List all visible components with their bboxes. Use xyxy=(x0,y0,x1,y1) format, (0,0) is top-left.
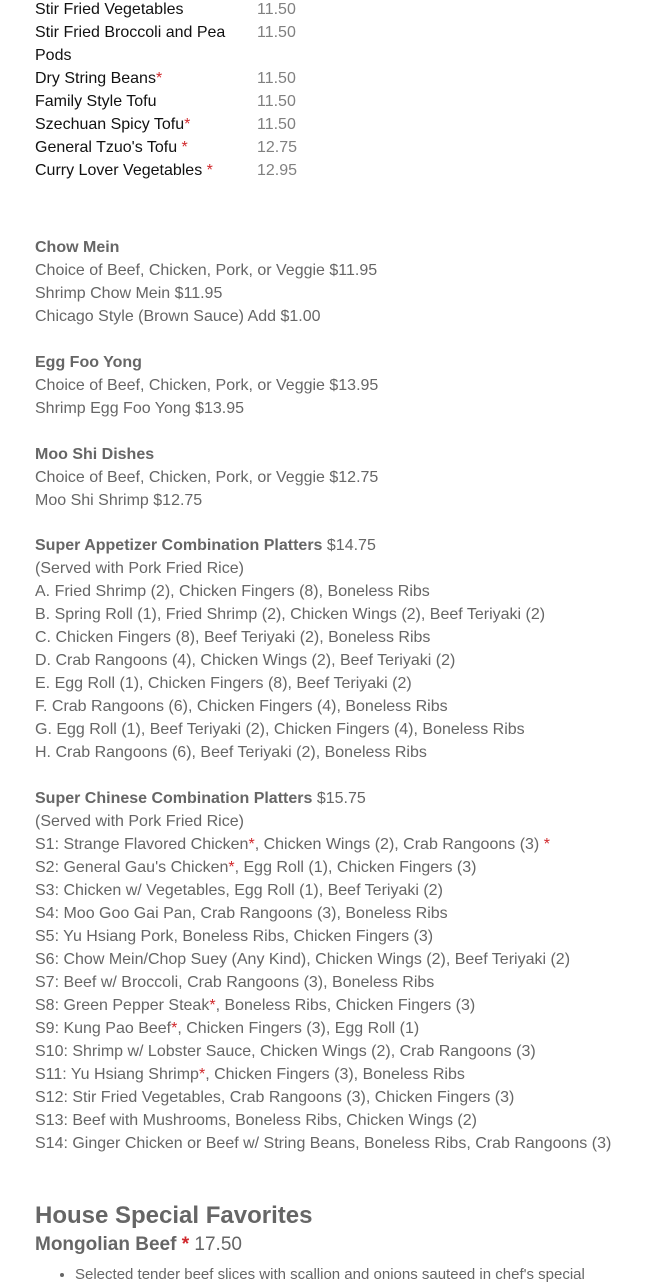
menu-line: Choice of Beef, Chicken, Pork, or Veggie $12.75 xyxy=(35,469,379,486)
dish-description-list xyxy=(35,1264,635,1286)
menu-line: Moo Shi Shrimp $12.75 xyxy=(35,492,203,509)
house-special-section xyxy=(35,1201,635,1286)
chinese-platters-section xyxy=(35,787,635,1155)
platter-item: S2: General Gau's Chicken*, Egg Roll (1), Chicken Fingers (3) xyxy=(35,859,477,876)
menu-item-name: Stir Fried Broccoli and Pea Pods xyxy=(35,24,226,64)
dish-header xyxy=(35,1232,635,1258)
menu-item-price: 11.50 xyxy=(257,93,296,110)
section-heading: House Special Favorites xyxy=(35,1202,313,1229)
platter-item: A. Fried Shrimp (2), Chicken Fingers (8), Boneless Ribs xyxy=(35,583,430,600)
spicy-star-icon: * xyxy=(228,859,235,876)
menu-line: Shrimp Chow Mein $11.95 xyxy=(35,285,223,302)
spicy-star-icon: * xyxy=(181,139,188,156)
menu-item-price: 12.75 xyxy=(257,139,298,156)
platter-item: G. Egg Roll (1), Beef Teriyaki (2), Chicken Fingers (4), Boneless Ribs xyxy=(35,721,525,738)
platter-item: S10: Shrimp w/ Lobster Sauce, Chicken Wings (2), Crab Rangoons (3) xyxy=(35,1043,536,1060)
platter-item: S1: Strange Flavored Chicken*, Chicken Wings (2), Crab Rangoons (3) * xyxy=(35,836,550,853)
section-title: Moo Shi Dishes xyxy=(35,446,155,463)
section-price: $15.75 xyxy=(312,790,366,807)
section-note: (Served with Pork Fried Rice) xyxy=(35,813,244,830)
chow-mein-section xyxy=(35,236,635,328)
menu-item-name: Stir Fried Vegetables xyxy=(35,1,184,18)
platter-item: S11: Yu Hsiang Shrimp*, Chicken Fingers (3), Boneless Ribs xyxy=(35,1066,465,1083)
moo-shi-section xyxy=(35,443,635,512)
menu-line: Shrimp Egg Foo Yong $13.95 xyxy=(35,400,245,417)
spicy-star-icon: * xyxy=(155,70,163,87)
platter-item: S3: Chicken w/ Vegetables, Egg Roll (1), Beef Teriyaki (2) xyxy=(35,882,443,899)
menu-line: Choice of Beef, Chicken, Pork, or Veggie $13.95 xyxy=(35,377,379,394)
menu-item-row xyxy=(35,136,297,159)
spicy-star-icon: * xyxy=(248,836,255,853)
platter-item: S5: Yu Hsiang Pork, Boneless Ribs, Chicken Fingers (3) xyxy=(35,928,434,945)
menu-item-row xyxy=(35,159,297,182)
platter-item: S4: Moo Goo Gai Pan, Crab Rangoons (3), Boneless Ribs xyxy=(35,905,448,922)
menu-item-price: 11.50 xyxy=(257,1,296,18)
menu-item-price: 11.50 xyxy=(257,24,296,41)
menu-line: Chicago Style (Brown Sauce) Add $1.00 xyxy=(35,308,321,325)
menu-item-price: 12.95 xyxy=(257,162,298,179)
menu-item-name: General Tzuo's Tofu * xyxy=(35,139,188,156)
platter-item: C. Chicken Fingers (8), Beef Teriyaki (2), Boneless Ribs xyxy=(35,629,431,646)
platter-item: S6: Chow Mein/Chop Suey (Any Kind), Chicken Wings (2), Beef Teriyaki (2) xyxy=(35,951,571,968)
menu-item-row xyxy=(35,21,297,67)
spicy-star-icon: * xyxy=(181,1234,190,1255)
dish-price: 17.50 xyxy=(189,1234,242,1255)
spicy-star-icon: * xyxy=(206,162,213,179)
dish-description: • Selected tender beef slices with scallion and onions sauteed in chef's special xyxy=(75,1264,635,1286)
platter-item: F. Crab Rangoons (6), Chicken Fingers (4), Boneless Ribs xyxy=(35,698,448,715)
section-title: Super Chinese Combination Platters xyxy=(35,790,313,807)
menu-item-row xyxy=(35,90,297,113)
section-title: Chow Mein xyxy=(35,239,120,256)
spicy-star-icon: * xyxy=(209,997,216,1014)
section-title: Super Appetizer Combination Platters xyxy=(35,537,323,554)
section-price: $14.75 xyxy=(322,537,376,554)
section-note: (Served with Pork Fried Rice) xyxy=(35,560,244,577)
spicy-star-icon: * xyxy=(171,1020,178,1037)
menu-item-name: Family Style Tofu xyxy=(35,93,157,110)
vegetable-menu-table xyxy=(35,0,297,182)
platter-item: S12: Stir Fried Vegetables, Crab Rangoons (3), Chicken Fingers (3) xyxy=(35,1089,515,1106)
platter-item: S9: Kung Pao Beef*, Chicken Fingers (3), Egg Roll (1) xyxy=(35,1020,420,1037)
spicy-star-icon: * xyxy=(184,116,191,133)
section-title: Egg Foo Yong xyxy=(35,354,142,371)
platter-item: S7: Beef w/ Broccoli, Crab Rangoons (3), Boneless Ribs xyxy=(35,974,435,991)
platter-item: S14: Ginger Chicken or Beef w/ String Beans, Boneless Ribs, Crab Rangoons (3) xyxy=(35,1135,612,1152)
platter-item: S13: Beef with Mushrooms, Boneless Ribs, Chicken Wings (2) xyxy=(35,1112,477,1129)
section-header xyxy=(35,534,635,557)
platter-item: E. Egg Roll (1), Chicken Fingers (8), Beef Teriyaki (2) xyxy=(35,675,412,692)
spicy-star-icon: * xyxy=(543,836,550,853)
platter-item: D. Crab Rangoons (4), Chicken Wings (2), Beef Teriyaki (2) xyxy=(35,652,456,669)
menu-item-name: Szechuan Spicy Tofu* xyxy=(35,116,191,133)
appetizer-platters-section xyxy=(35,534,635,764)
spicy-star-icon: * xyxy=(198,1066,206,1083)
platter-item: H. Crab Rangoons (6), Beef Teriyaki (2), Boneless Ribs xyxy=(35,744,427,761)
egg-foo-yong-section xyxy=(35,351,635,420)
menu-line: Choice of Beef, Chicken, Pork, or Veggie $11.95 xyxy=(35,262,378,279)
platter-item: S8: Green Pepper Steak*, Boneless Ribs, Chicken Fingers (3) xyxy=(35,997,476,1014)
menu-item-row xyxy=(35,0,297,21)
menu-item-price: 11.50 xyxy=(257,116,296,133)
menu-item-name: Dry String Beans* xyxy=(35,70,163,87)
menu-item-row xyxy=(35,113,297,136)
menu-item-price: 11.50 xyxy=(257,70,296,87)
section-header xyxy=(35,787,635,810)
platter-item: B. Spring Roll (1), Fried Shrimp (2), Chicken Wings (2), Beef Teriyaki (2) xyxy=(35,606,546,623)
menu-item-name: Curry Lover Vegetables * xyxy=(35,162,213,179)
menu-item-row xyxy=(35,67,297,90)
dish-name: Mongolian Beef xyxy=(35,1234,182,1255)
